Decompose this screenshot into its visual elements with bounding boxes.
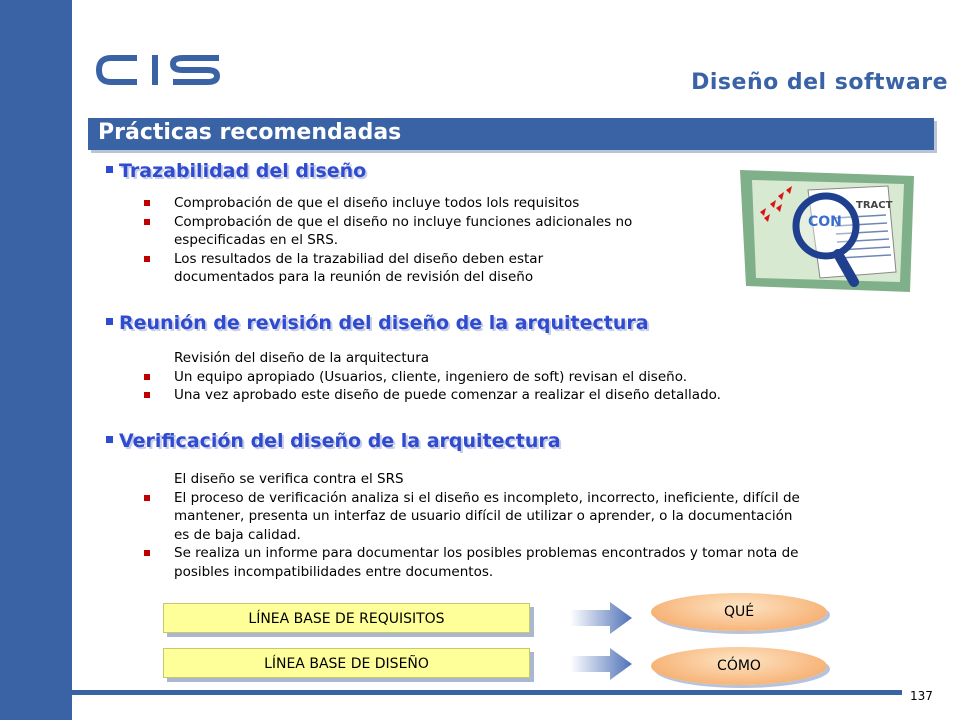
bullet-square-icon <box>106 318 113 325</box>
section-title-trazabilidad: Trazabilidad del diseño <box>106 160 366 182</box>
list-item-continuation: es de baja calidad. <box>174 526 301 543</box>
list-item: Comprobación de que el diseño no incluye funciones adicionales no <box>142 213 732 232</box>
section-title-verificacion: Verificación del diseño de la arquitectura <box>106 430 561 452</box>
header-title: Prácticas recomendadas <box>98 120 402 145</box>
bottom-rule <box>72 690 902 695</box>
slide-title: Diseño del software <box>691 70 948 95</box>
section-body-trazabilidad <box>142 194 732 287</box>
list-item: Una vez aprobado este diseño de puede comenzar a realizar el diseño detallado. <box>142 386 902 405</box>
bullet-square-icon <box>106 436 113 443</box>
page-number: 137 <box>910 689 933 703</box>
svg-text:CON: CON <box>808 214 842 230</box>
list-intro: Revisión del diseño de la arquitectura <box>174 350 430 366</box>
section-body-verificacion <box>142 470 922 581</box>
list-item: Comprobación de que el diseño incluye todos lols requisitos <box>142 194 732 213</box>
list-item: Un equipo apropiado (Usuarios, cliente, ingeniero de soft) revisan el diseño. <box>142 368 902 387</box>
list-intro: El diseño se verifica contra el SRS <box>174 471 404 487</box>
baseline-design-box: LÍNEA BASE DE DISEÑO <box>163 648 530 678</box>
left-sidebar-bar <box>0 0 72 720</box>
list-item-continuation: posibles incompatibilidades entre documentos. <box>174 563 494 580</box>
list-item: Se realiza un informe para documentar los posibles problemas encontrados y tomar nota de <box>142 544 922 563</box>
section-title-reunion: Reunión de revisión del diseño de la arquitectura <box>106 312 649 334</box>
section-header-bar <box>88 118 934 150</box>
arrow-right-icon <box>570 600 634 636</box>
list-item: Los resultados de la trazabiliad del diseño deben estar <box>142 250 732 269</box>
oval-como: CÓMO <box>651 647 827 685</box>
bullet-square-icon <box>106 166 113 173</box>
contract-magnifier-clipart <box>738 168 916 294</box>
list-item-continuation: mantener, presenta un interfaz de usuario difícil de utilizar o aprender, o la documentación <box>174 508 793 524</box>
svg-text:TRACT: TRACT <box>856 200 893 211</box>
baseline-requirements-box: LÍNEA BASE DE REQUISITOS <box>163 603 530 633</box>
list-item: El proceso de verificación analiza si el diseño es incompleto, incorrecto, ineficiente, difícil de <box>142 489 922 508</box>
section-body-reunion <box>142 349 902 405</box>
oval-que: QUÉ <box>651 593 827 631</box>
list-item-continuation: documentados para la reunión de revisión del diseño <box>174 269 534 285</box>
cis-logo <box>95 52 225 92</box>
list-item-continuation: especificadas en el SRS. <box>174 232 339 248</box>
arrow-right-icon <box>570 646 634 682</box>
